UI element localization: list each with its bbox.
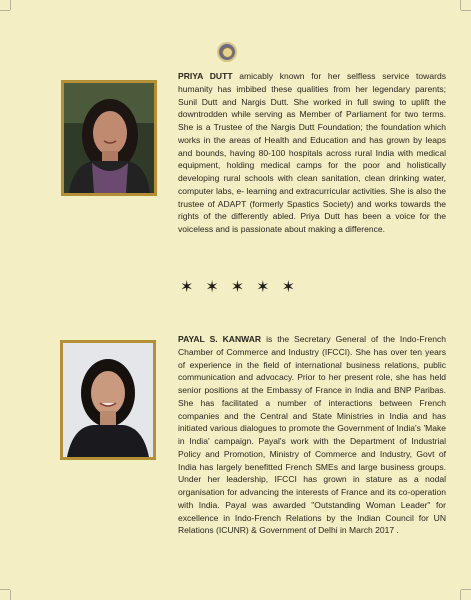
crop-mark (460, 0, 461, 10)
crop-mark (461, 589, 471, 590)
profile-bio-text: is the Secretary General of the Indo-French Chamber of Commerce and Industry (IFCCI). She has over ten years of experience in the field of international business relations, public communication and advocacy. Prior to her present role, she has held senior positions at the Embassy of France in India and BNP Paribas. She has facilitated a number of interactions between French companies and the Central and State Ministries in India and has initiated various dialogues to promote the Government of India's 'Make in India' campaign. Payal's work with the Department of Industrial Policy and Promotion, Ministry of Commerce and Industry, Govt of India has largely benefitted French SMEs and large business groups. Under her leadership, IFCCI has grown in stature as a nodal organisation for advancing the interests of France and its co-operation with India. Payal was awarded "Outstanding Woman Leader" for excellence in Indo-French Relations by the Indian Council for UN Relations (ICUNR) & Government of Delhi in March 2017 . (178, 334, 447, 536)
profile-name: PRIYA DUTT (178, 71, 233, 81)
crop-mark (461, 10, 471, 11)
crop-mark (0, 589, 10, 590)
crop-mark (460, 590, 461, 600)
profile-name: PAYAL S. KANWAR (178, 334, 262, 344)
star-icon: ✶ (281, 277, 295, 296)
profile-photo (61, 80, 157, 196)
star-icon: ✶ (230, 277, 245, 296)
profile-photo (60, 340, 156, 460)
crop-mark (0, 10, 10, 11)
emblem-icon (217, 42, 237, 62)
portrait-woman-icon (63, 343, 153, 457)
star-icon: ✶ (205, 277, 219, 296)
profile-bio (178, 70, 446, 236)
profile-bio-text: amicably known for her selfless service towards humanity has imbibed these qualities from her legendary parents; Sunil Dutt and Nargis Dutt. She worked in full swing to uplift the downtrodden while serving as Member of Parliament for two terms. She is a Trustee of the Nargis Dutt Foundation; the foundation which works in the areas of Health and Education and has grown by leaps and bounds, having 80-100 hospitals across rural India with medical equipment, holding medical camps for the poor and holistically developing rural schools with clean sanitation, clean drinking water, computer labs, e- learning and extracurricular activities. She is also the trustee of ADAPT (formerly Spastics Society) and works towards the rights of the differently abled. Priya Dutt has been a voice for the voiceless and is passionate about making a difference. (178, 71, 446, 234)
portrait-woman-icon (64, 83, 154, 193)
star-icon: ✶ (256, 277, 270, 296)
star-icon: ✶ (180, 277, 194, 296)
star-divider (180, 277, 295, 296)
profile-bio (178, 333, 446, 537)
crop-mark (10, 590, 11, 600)
crop-mark (10, 0, 11, 10)
